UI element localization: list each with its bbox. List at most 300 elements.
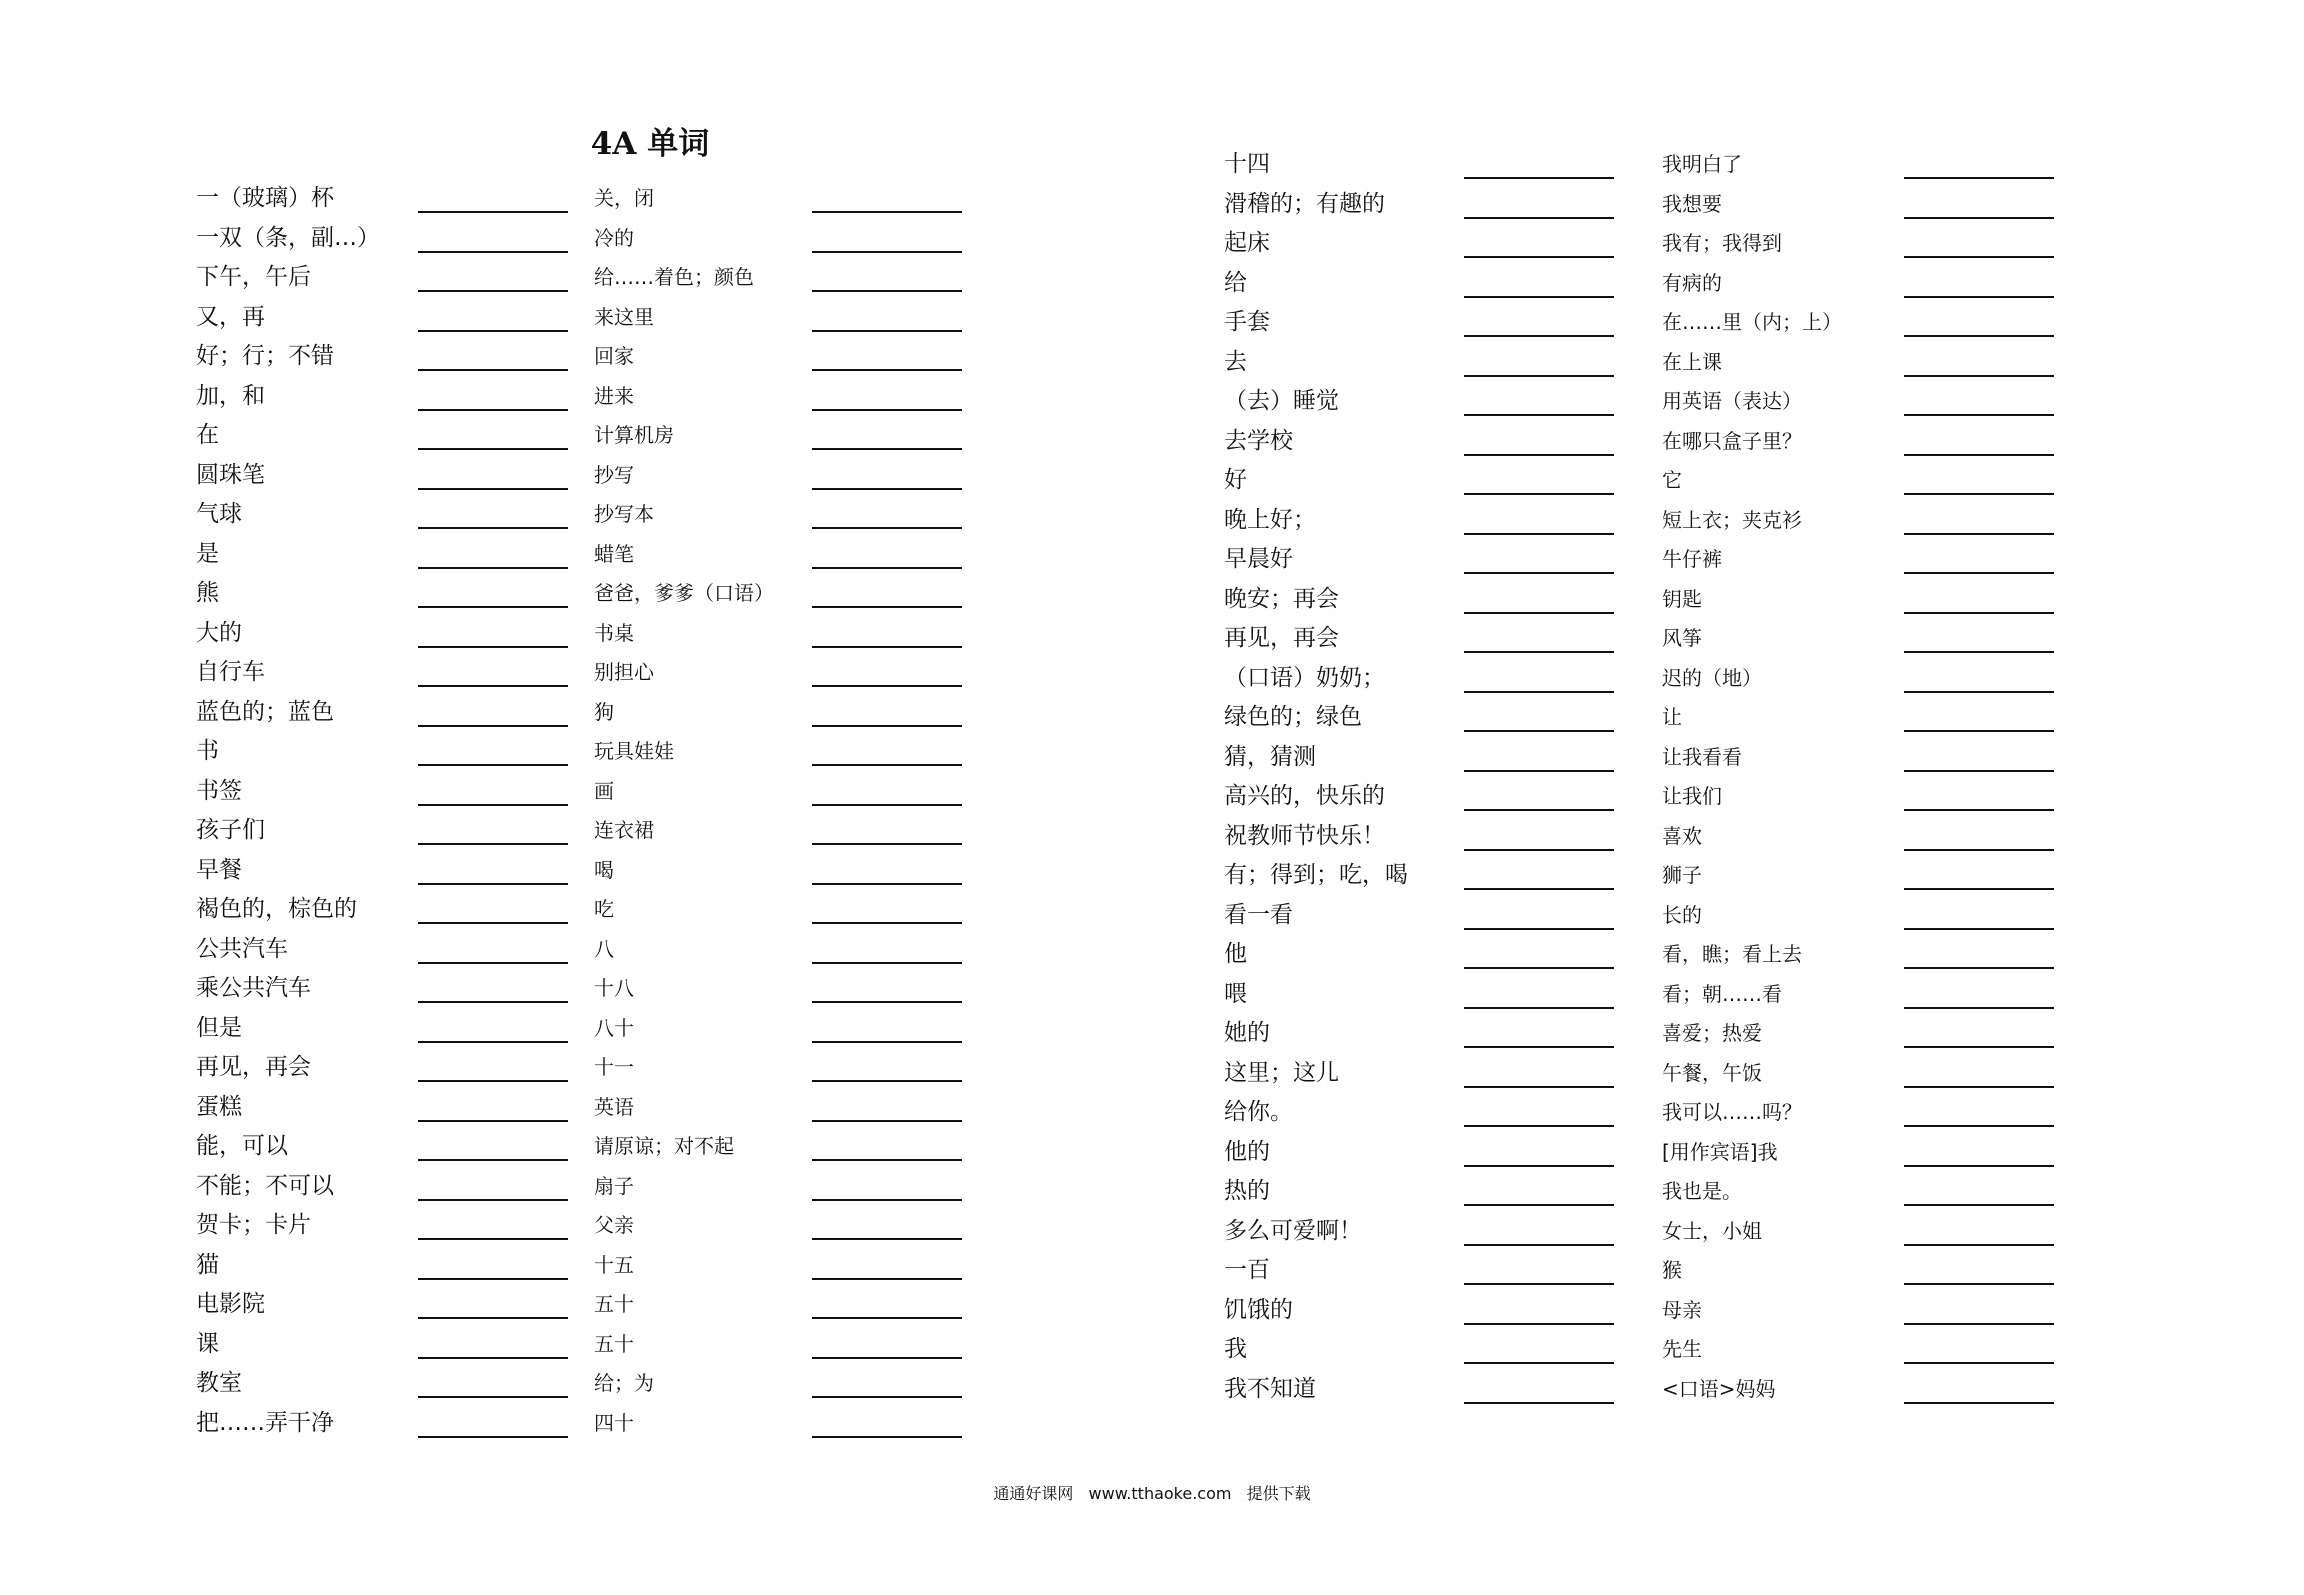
vocab-row [1662,265,2062,305]
vocab-row [594,1326,994,1366]
vocab-row [1224,186,1624,226]
vocab-row [1662,1055,2062,1095]
answer-blank-line[interactable] [812,1041,962,1043]
vocab-row [594,654,994,694]
vocab-word: 它 [1662,468,1682,492]
vocab-row [1662,620,2062,660]
answer-blank-line[interactable] [812,409,962,411]
vocab-row [1224,1055,1624,1095]
vocab-row [1224,897,1624,937]
answer-blank-line[interactable] [1904,1283,2054,1285]
answer-blank-line[interactable] [418,1001,568,1003]
answer-blank-line[interactable] [418,369,568,371]
vocab-row [196,733,596,773]
vocab-word: 猜，猜测 [1224,743,1316,770]
vocab-word: 在上课 [1662,349,1722,374]
vocab-row [1662,699,2062,739]
vocab-row [1224,699,1624,739]
vocab-row [196,496,596,536]
answer-blank-line[interactable] [1904,1402,2054,1404]
answer-blank-line[interactable] [1904,256,2054,258]
vocab-word: 午餐，午饭 [1662,1060,1762,1085]
vocab-row [196,259,596,299]
answer-blank-line[interactable] [418,251,568,253]
answer-blank-line[interactable] [1464,967,1614,969]
answer-blank-line[interactable] [418,409,568,411]
vocab-word: 教室 [196,1370,242,1396]
vocab-word: 喜爱；热爱 [1662,1021,1762,1045]
vocab-word: 祝教师节快乐！ [1224,822,1385,849]
vocab-word: 她的 [1224,1020,1270,1046]
vocab-row [594,1365,994,1405]
answer-blank-line[interactable] [418,1357,568,1359]
vocab-row [594,852,994,892]
vocab-row [1224,1371,1624,1411]
vocab-word: 在 [196,422,219,448]
answer-blank-line[interactable] [418,883,568,885]
answer-blank-line[interactable] [812,764,962,766]
answer-blank-line[interactable] [1464,1086,1614,1088]
vocab-word: 他 [1224,941,1247,967]
answer-blank-line[interactable] [812,1120,962,1122]
vocab-word: 请原谅；对不起 [594,1134,734,1158]
vocab-row [1224,423,1624,463]
answer-blank-line[interactable] [1464,1283,1614,1285]
answer-blank-line[interactable] [418,1120,568,1122]
vocab-row [1662,1015,2062,1055]
vocab-word: 冷的 [594,225,634,250]
answer-blank-line[interactable] [1904,1046,2054,1048]
vocab-row [196,1286,596,1326]
vocab-word: 五十 [594,1331,634,1356]
vocab-row [1224,1134,1624,1174]
answer-blank-line[interactable] [1464,296,1614,298]
answer-blank-line[interactable] [1464,1323,1614,1325]
answer-blank-line[interactable] [812,448,962,450]
answer-blank-line[interactable] [812,606,962,608]
answer-blank-line[interactable] [1904,1086,2054,1088]
vocab-row [1224,1292,1624,1332]
vocab-word: 玩具娃娃 [594,739,674,763]
vocab-word: 进来 [594,383,634,408]
answer-blank-line[interactable] [1464,809,1614,811]
answer-blank-line[interactable] [418,1080,568,1082]
answer-blank-line[interactable] [812,1199,962,1201]
vocab-row [594,733,994,773]
answer-blank-line[interactable] [418,764,568,766]
vocab-word: 圆珠笔 [196,461,265,488]
vocab-word: 绿色的；绿色 [1224,704,1362,730]
vocab-row [196,970,596,1010]
vocab-row [594,1286,994,1326]
answer-blank-line[interactable] [418,646,568,648]
vocab-word: 女士，小姐 [1662,1218,1762,1243]
answer-blank-line[interactable] [1904,967,2054,969]
vocab-word: 下午，午后 [196,264,311,290]
vocab-row [594,259,994,299]
vocab-word: 起床 [1224,230,1270,256]
answer-blank-line[interactable] [812,962,962,964]
vocab-word: 但是 [196,1014,242,1041]
vocab-row [1224,1331,1624,1371]
footer-url: www.tthaoke.com [1088,1484,1232,1503]
vocab-word: 晚安；再会 [1224,585,1339,612]
answer-blank-line[interactable] [418,527,568,529]
vocab-row [594,1247,994,1287]
answer-blank-line[interactable] [812,1080,962,1082]
answer-blank-line[interactable] [1904,533,2054,535]
vocab-word: 十一 [594,1055,634,1079]
answer-blank-line[interactable] [418,448,568,450]
answer-blank-line[interactable] [1464,888,1614,890]
answer-blank-line[interactable] [812,685,962,687]
answer-blank-line[interactable] [812,488,962,490]
vocab-word: 再见，再会 [1224,625,1339,651]
answer-blank-line[interactable] [418,606,568,608]
vocab-word: [用作宾语]我 [1662,1139,1778,1164]
answer-blank-line[interactable] [1904,770,2054,772]
vocab-word: 扇子 [594,1173,634,1198]
vocab-word: 英语 [594,1094,634,1119]
vocab-row [1662,423,2062,463]
vocab-word: 父亲 [594,1213,634,1237]
vocab-word: 八十 [594,1015,634,1040]
vocab-row [196,299,596,339]
vocab-word: 在……里（内；上） [1662,310,1842,334]
vocab-word: 我想要 [1662,191,1722,216]
vocab-word: 熊 [196,580,219,606]
answer-blank-line[interactable] [1904,1323,2054,1325]
answer-blank-line[interactable] [1464,1125,1614,1127]
vocab-row [594,1405,994,1445]
vocab-word: 我可以……吗？ [1662,1100,1802,1124]
answer-blank-line[interactable] [1464,1244,1614,1246]
answer-blank-line[interactable] [1464,928,1614,930]
vocab-word: 好 [1224,467,1247,493]
vocab-word: 不能；不可以 [196,1172,334,1199]
answer-blank-line[interactable] [1904,1362,2054,1364]
vocab-row [594,299,994,339]
vocab-word: 书 [196,738,219,764]
answer-blank-line[interactable] [1464,1165,1614,1167]
answer-blank-line[interactable] [418,685,568,687]
vocab-word: 蛋糕 [196,1093,242,1120]
vocab-word: 猫 [196,1251,219,1278]
vocab-word: 短上衣；夹克衫 [1662,507,1802,532]
vocab-row [196,220,596,260]
vocab-row [196,1168,596,1208]
answer-blank-line[interactable] [1464,454,1614,456]
answer-blank-line[interactable] [418,725,568,727]
answer-blank-line[interactable] [1904,177,2054,179]
answer-blank-line[interactable] [418,804,568,806]
answer-blank-line[interactable] [1904,888,2054,890]
answer-blank-line[interactable] [418,922,568,924]
answer-blank-line[interactable] [1464,493,1614,495]
answer-blank-line[interactable] [418,1396,568,1398]
vocab-word: 公共汽车 [196,935,288,962]
answer-blank-line[interactable] [1464,572,1614,574]
answer-blank-line[interactable] [1904,928,2054,930]
vocab-row [196,1207,596,1247]
answer-blank-line[interactable] [1464,612,1614,614]
vocab-row [1224,225,1624,265]
answer-blank-line[interactable] [812,843,962,845]
answer-blank-line[interactable] [812,883,962,885]
answer-blank-line[interactable] [1904,454,2054,456]
vocab-row [594,338,994,378]
vocab-row [196,180,596,220]
answer-blank-line[interactable] [418,1159,568,1161]
vocab-row [196,1365,596,1405]
answer-blank-line[interactable] [418,488,568,490]
vocab-row [594,417,994,457]
answer-blank-line[interactable] [812,804,962,806]
vocab-column-3 [1224,146,1624,1410]
answer-blank-line[interactable] [812,1317,962,1319]
answer-blank-line[interactable] [1464,1204,1614,1206]
answer-blank-line[interactable] [1904,1244,2054,1246]
vocab-row [1662,936,2062,976]
answer-blank-line[interactable] [418,1436,568,1438]
answer-blank-line[interactable] [812,1396,962,1398]
answer-blank-line[interactable] [812,1278,962,1280]
answer-blank-line[interactable] [418,1238,568,1240]
answer-blank-line[interactable] [812,725,962,727]
vocab-word: 一百 [1224,1257,1270,1283]
vocab-row [1662,1331,2062,1371]
answer-blank-line[interactable] [1464,256,1614,258]
vocab-row [1662,897,2062,937]
vocab-word: 有病的 [1662,270,1722,295]
vocab-row [594,970,994,1010]
vocab-column-2 [594,180,994,1444]
vocab-word: 大的 [196,619,242,646]
answer-blank-line[interactable] [812,1238,962,1240]
answer-blank-line[interactable] [812,922,962,924]
vocab-word: 我不知道 [1224,1375,1316,1402]
answer-blank-line[interactable] [812,527,962,529]
answer-blank-line[interactable] [1904,493,2054,495]
vocab-word: 我明白了 [1662,152,1742,176]
answer-blank-line[interactable] [1464,375,1614,377]
answer-blank-line[interactable] [812,1159,962,1161]
answer-blank-line[interactable] [1904,612,2054,614]
answer-blank-line[interactable] [1464,651,1614,653]
answer-blank-line[interactable] [1904,651,2054,653]
answer-blank-line[interactable] [418,1041,568,1043]
vocab-word: 在哪只盒子里？ [1662,428,1802,453]
vocab-row [196,575,596,615]
vocab-row [1662,225,2062,265]
vocab-row [594,1128,994,1168]
answer-blank-line[interactable] [1464,414,1614,416]
answer-blank-line[interactable] [812,1436,962,1438]
vocab-word: 关，闭 [594,186,654,210]
vocab-row [594,180,994,220]
vocab-row [1224,660,1624,700]
answer-blank-line[interactable] [418,962,568,964]
footer [0,1483,2304,1505]
answer-blank-line[interactable] [812,290,962,292]
vocab-word: 四十 [594,1410,634,1435]
answer-blank-line[interactable] [418,567,568,569]
answer-blank-line[interactable] [1904,217,2054,219]
vocab-row [1224,146,1624,186]
vocab-word: 喜欢 [1662,823,1702,848]
answer-blank-line[interactable] [418,1317,568,1319]
vocab-word: 好；行；不错 [196,343,334,369]
vocab-word: 晚上好； [1224,506,1316,533]
vocab-row [1662,1094,2062,1134]
vocab-row [594,1207,994,1247]
answer-blank-line[interactable] [418,1278,568,1280]
answer-blank-line[interactable] [1464,730,1614,732]
answer-blank-line[interactable] [1904,1125,2054,1127]
answer-blank-line[interactable] [812,251,962,253]
answer-blank-line[interactable] [812,646,962,648]
vocab-row [196,536,596,576]
vocab-row [1224,581,1624,621]
answer-blank-line[interactable] [812,330,962,332]
answer-blank-line[interactable] [1464,1046,1614,1048]
answer-blank-line[interactable] [1464,1007,1614,1009]
answer-blank-line[interactable] [1904,849,2054,851]
vocab-word: 爸爸，爹爹（口语） [594,581,774,605]
answer-blank-line[interactable] [1464,177,1614,179]
vocab-row [196,852,596,892]
vocab-row [1662,976,2062,1016]
answer-blank-line[interactable] [1904,375,2054,377]
answer-blank-line[interactable] [418,211,568,213]
vocab-column-1 [196,180,596,1444]
vocab-word: 这里；这儿 [1224,1059,1339,1086]
answer-blank-line[interactable] [1904,691,2054,693]
answer-blank-line[interactable] [812,369,962,371]
vocab-word: 先生 [1662,1337,1702,1361]
answer-blank-line[interactable] [812,567,962,569]
vocab-row [1224,1213,1624,1253]
vocab-word: 蓝色的；蓝色 [196,698,334,725]
answer-blank-line[interactable] [1904,1204,2054,1206]
vocab-word: 回家 [594,344,634,368]
vocab-word: 牛仔裤 [1662,547,1722,571]
vocab-word: 让 [1662,705,1682,729]
vocab-row [1662,462,2062,502]
vocab-row [1662,857,2062,897]
vocab-row [196,378,596,418]
vocab-word: 狮子 [1662,863,1702,887]
vocab-row [1662,1292,2062,1332]
vocab-word: 别担心 [594,660,654,684]
vocab-word: 饥饿的 [1224,1296,1293,1323]
vocab-word: 十四 [1224,151,1270,177]
vocab-row [1662,541,2062,581]
vocab-row [1224,818,1624,858]
answer-blank-line[interactable] [812,211,962,213]
vocab-word: 八 [594,936,614,961]
answer-blank-line[interactable] [1904,1165,2054,1167]
footer-suffix: 提供下载 [1246,1484,1311,1503]
vocab-row [196,1247,596,1287]
vocab-row [1224,1094,1624,1134]
vocab-row [1662,1213,2062,1253]
vocab-word: （去）睡觉 [1224,388,1339,414]
vocab-row [1224,1252,1624,1292]
vocab-word: 我 [1224,1336,1247,1362]
answer-blank-line[interactable] [1904,730,2054,732]
vocab-word: 来这里 [594,304,654,329]
vocab-word: 喂 [1224,980,1247,1007]
vocab-row [196,1326,596,1366]
answer-blank-line[interactable] [1904,335,2054,337]
vocab-row [1662,146,2062,186]
vocab-word: 喝 [594,857,614,882]
vocab-word: 让我们 [1662,784,1722,808]
vocab-row [196,1089,596,1129]
answer-blank-line[interactable] [1464,770,1614,772]
page-title: 4A 单词 [590,126,710,162]
vocab-row [1662,383,2062,423]
vocab-word: 把……弄干净 [196,1409,334,1436]
vocab-row [1224,344,1624,384]
vocab-row [594,536,994,576]
answer-blank-line[interactable] [1464,533,1614,535]
answer-blank-line[interactable] [1464,691,1614,693]
answer-blank-line[interactable] [418,843,568,845]
vocab-word: 课 [196,1330,219,1357]
vocab-row [196,1405,596,1445]
answer-blank-line[interactable] [1904,809,2054,811]
vocab-word: 让我看看 [1662,744,1742,769]
vocab-word: <口语>妈妈 [1662,1376,1776,1401]
vocab-row [1662,1134,2062,1174]
answer-blank-line[interactable] [1464,1362,1614,1364]
answer-blank-line[interactable] [1464,849,1614,851]
vocab-row [1662,1252,2062,1292]
vocab-row [1662,186,2062,226]
vocab-row [1224,976,1624,1016]
vocab-row [196,615,596,655]
vocab-row [196,1049,596,1089]
footer-site-name: 通通好课网 [993,1484,1074,1503]
vocab-row [594,615,994,655]
vocab-row [594,1049,994,1089]
vocab-word: 贺卡；卡片 [196,1212,311,1238]
vocab-word: 十八 [594,976,634,1000]
answer-blank-line[interactable] [1464,217,1614,219]
answer-blank-line[interactable] [1904,1007,2054,1009]
answer-blank-line[interactable] [1904,296,2054,298]
answer-blank-line[interactable] [1904,572,2054,574]
answer-blank-line[interactable] [418,290,568,292]
vocab-row [1224,857,1624,897]
answer-blank-line[interactable] [1904,414,2054,416]
vocab-row [1662,1371,2062,1411]
vocab-word: 去学校 [1224,427,1293,454]
vocab-row [1662,818,2062,858]
answer-blank-line[interactable] [1464,335,1614,337]
answer-blank-line[interactable] [812,1357,962,1359]
answer-blank-line[interactable] [812,1001,962,1003]
vocab-row [1224,739,1624,779]
vocab-word: 迟的（地） [1662,665,1762,690]
answer-blank-line[interactable] [418,1199,568,1201]
answer-blank-line[interactable] [418,330,568,332]
vocab-word: 早晨好 [1224,546,1293,572]
answer-blank-line[interactable] [1464,1402,1614,1404]
vocab-word: 风筝 [1662,626,1702,650]
